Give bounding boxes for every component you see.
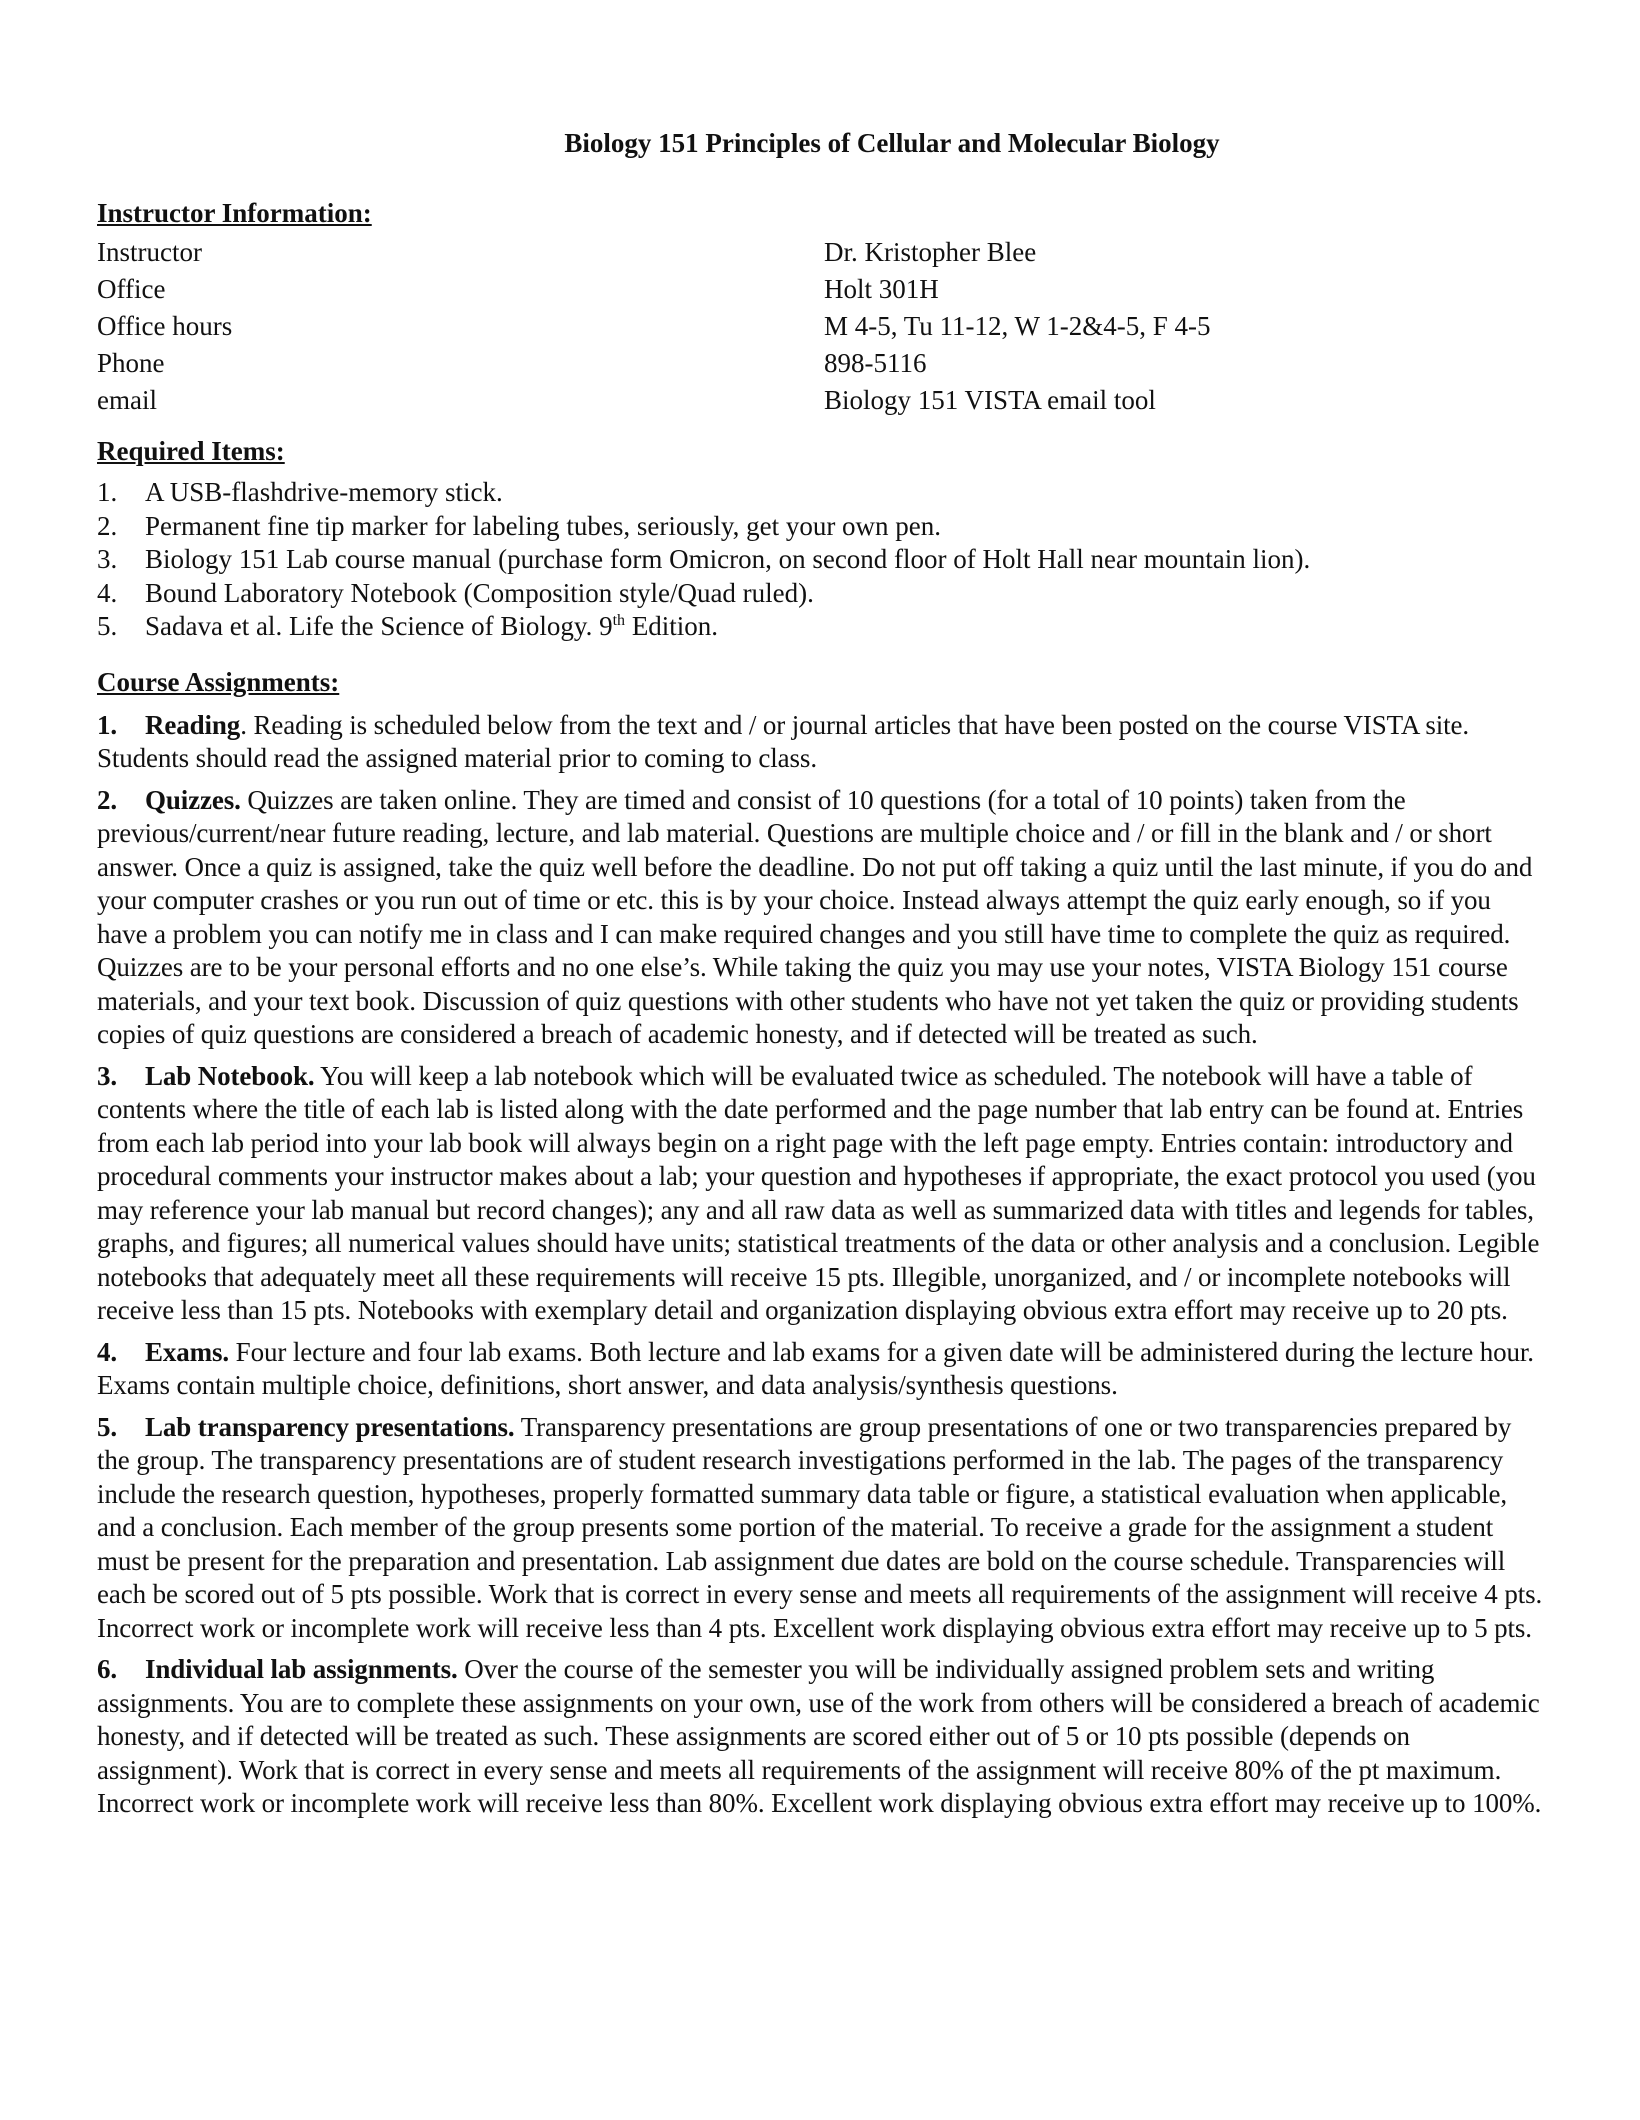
info-row-office-hours xyxy=(97,308,1547,345)
instructor-info-section xyxy=(97,195,1547,419)
instructor-info-table xyxy=(97,234,1547,419)
info-value: Biology 151 VISTA email tool xyxy=(824,385,1156,415)
info-row-email xyxy=(97,382,1547,419)
info-label: email xyxy=(97,385,157,415)
list-item-text: Sadava et al. Life the Science of Biology. 9 xyxy=(145,611,613,641)
assignment-title: Reading xyxy=(145,709,241,740)
assignment-text: . Reading is scheduled below from the text and / or journal articles that have been posted on the course VISTA site. Students should read the assigned material prior to coming to class. xyxy=(97,709,1470,773)
syllabus-page xyxy=(97,128,1547,1829)
required-items-heading: Required Items: xyxy=(97,436,285,466)
assignment-number: 6. xyxy=(97,1654,118,1684)
assignment-paragraph-transparency xyxy=(97,1411,1547,1646)
course-assignments-section xyxy=(97,664,1547,1821)
info-label: Phone xyxy=(97,348,165,378)
list-item xyxy=(97,476,1547,510)
assignment-paragraph-exams xyxy=(97,1336,1547,1403)
assignment-paragraph-lab-notebook xyxy=(97,1060,1547,1328)
required-items-section xyxy=(97,433,1547,644)
assignment-paragraph-individual-lab xyxy=(97,1653,1547,1821)
list-item-text: Permanent fine tip marker for labeling tubes, seriously, get your own pen. xyxy=(145,510,942,541)
info-value: 898-5116 xyxy=(824,348,927,378)
assignment-paragraph-reading xyxy=(97,709,1547,776)
required-items-list xyxy=(97,476,1547,644)
list-item xyxy=(97,543,1547,577)
document-title: Biology 151 Principles of Cellular and Molecular Biology xyxy=(564,128,1220,158)
list-item-number: 4. xyxy=(97,577,118,608)
list-item-text-wrapper xyxy=(145,610,718,644)
assignment-title: Lab transparency presentations. xyxy=(145,1411,515,1442)
info-row-instructor xyxy=(97,234,1547,271)
assignment-title: Individual lab assignments. xyxy=(145,1654,458,1684)
list-item xyxy=(97,610,1547,644)
info-value: Dr. Kristopher Blee xyxy=(824,237,1037,267)
list-item-text: Bound Laboratory Notebook (Composition style/Quad ruled). xyxy=(145,577,814,608)
info-value: Holt 301H xyxy=(824,274,939,304)
info-label: Instructor xyxy=(97,237,202,267)
edition-superscript: th xyxy=(612,612,626,629)
list-item xyxy=(97,577,1547,611)
assignment-number: 3. xyxy=(97,1060,118,1091)
info-label: Office hours xyxy=(97,311,233,341)
list-item-number: 1. xyxy=(97,477,118,507)
list-item-number: 5. xyxy=(97,611,118,641)
info-value: M 4-5, Tu 11-12, W 1-2&4-5, F 4-5 xyxy=(824,311,1211,341)
assignment-title: Lab Notebook. xyxy=(145,1060,315,1091)
info-label: Office xyxy=(97,274,166,304)
assignment-number: 5. xyxy=(97,1411,118,1442)
assignment-title: Quizzes. xyxy=(145,784,241,815)
assignment-number: 1. xyxy=(97,709,118,740)
list-item-number: 3. xyxy=(97,544,118,574)
info-row-office xyxy=(97,271,1547,308)
assignment-text: Four lecture and four lab exams. Both lecture and lab exams for a given date will be administered during the lecture hour. Exams contain multiple choice, definitions, short answer, and data analysis/synthesis questions. xyxy=(97,1336,1534,1400)
assignment-text: You will keep a lab notebook which will be evaluated twice as scheduled. The notebook will have a table of contents where the title of each lab is listed along with the date performed and the page number that lab entry can be found at. Entries from each lab period into your lab book will always begin on a right page with the left page empty. Entries contain: introductory and procedural comments your instructor makes about a lab; your question and hypotheses if appropriate, the exact protocol you used (you may reference your lab manual but record changes); any and all raw data as well as summarized data with titles and legends for tables, graphs, and figures; all numerical values should have units; statistical treatments of the data or other analysis and a conclusion. Legible notebooks that adequately meet all these requirements will receive 15 pts. Illegible, unorganized, and / or incomplete notebooks will receive less than 15 pts. Notebooks with exemplary detail and organization displaying obvious extra effort may receive up to 20 pts. xyxy=(97,1060,1540,1325)
assignment-number: 2. xyxy=(97,784,118,815)
info-row-phone xyxy=(97,345,1547,382)
list-item-number: 2. xyxy=(97,510,118,541)
list-item xyxy=(97,510,1547,544)
assignment-text: Over the course of the semester you will be individually assigned problem sets and writing assignments. You are to complete these assignments on your own, use of the work from others will be considered a breach of academic honesty, and if detected will be treated as such. These assignments are scored either out of 5 or 10 pts possible (depends on assignment). Work that is correct in every sense and meets all requirements of the assignment will receive 80% of the pt maximum. Incorrect work or incomplete work will receive less than 80%. Excellent work displaying obvious extra effort may receive up to 100%. xyxy=(97,1654,1542,1818)
list-item-text-after: Edition. xyxy=(625,611,719,641)
list-item-text: A USB-flashdrive-memory stick. xyxy=(145,477,503,507)
assignment-text: Transparency presentations are group presentations of one or two transparencies prepared by the group. The transparency presentations are of student research investigations performed in the lab. The pages of the transparency include the research question, hypotheses, properly formatted summary data table or figure, a statistical evaluation when applicable, and a conclusion. Each member of the group presents some portion of the material. To receive a grade for the assignment a student must be present for the preparation and presentation. Lab assignment due dates are bold on the course schedule. Transparencies will each be scored out of 5 pts possible. Work that is correct in every sense and meets all requirements of the assignment will receive 4 pts. Incorrect work or incomplete work will receive less than 4 pts. Excellent work displaying obvious extra effort may receive up to 5 pts. xyxy=(97,1411,1543,1643)
list-item-text: Biology 151 Lab course manual (purchase form Omicron, on second floor of Holt Hall near mountain lion). xyxy=(145,544,1311,574)
assignment-paragraph-quizzes xyxy=(97,784,1547,1052)
assignment-title: Exams. xyxy=(145,1336,230,1367)
assignment-text: Quizzes are taken online. They are timed and consist of 10 questions (for a total of 10 points) taken from the previous/current/near future reading, lecture, and lab material. Questions are multiple choice and / or fill in the blank and / or short answer. Once a quiz is assigned, take the quiz well before the deadline. Do not put off taking a quiz until the last minute, if you do and your computer crashes or you run out of time or etc. this is by your choice. Instead always attempt the quiz early enough, so if you have a problem you can notify me in class and I can make required changes and you still have time to complete the quiz as required. Quizzes are to be your personal efforts and no one else’s. While taking the quiz you may use your notes, VISTA Biology 151 course materials, and your text book. Discussion of quiz questions with other students who have not yet taken the quiz or providing students copies of quiz questions are considered a breach of academic honesty, and if detected will be treated as such. xyxy=(97,784,1533,1049)
course-assignments-heading: Course Assignments: xyxy=(97,666,340,697)
instructor-info-heading: Instructor Information: xyxy=(97,198,372,228)
assignments-list xyxy=(97,709,1547,1821)
assignment-number: 4. xyxy=(97,1336,118,1367)
